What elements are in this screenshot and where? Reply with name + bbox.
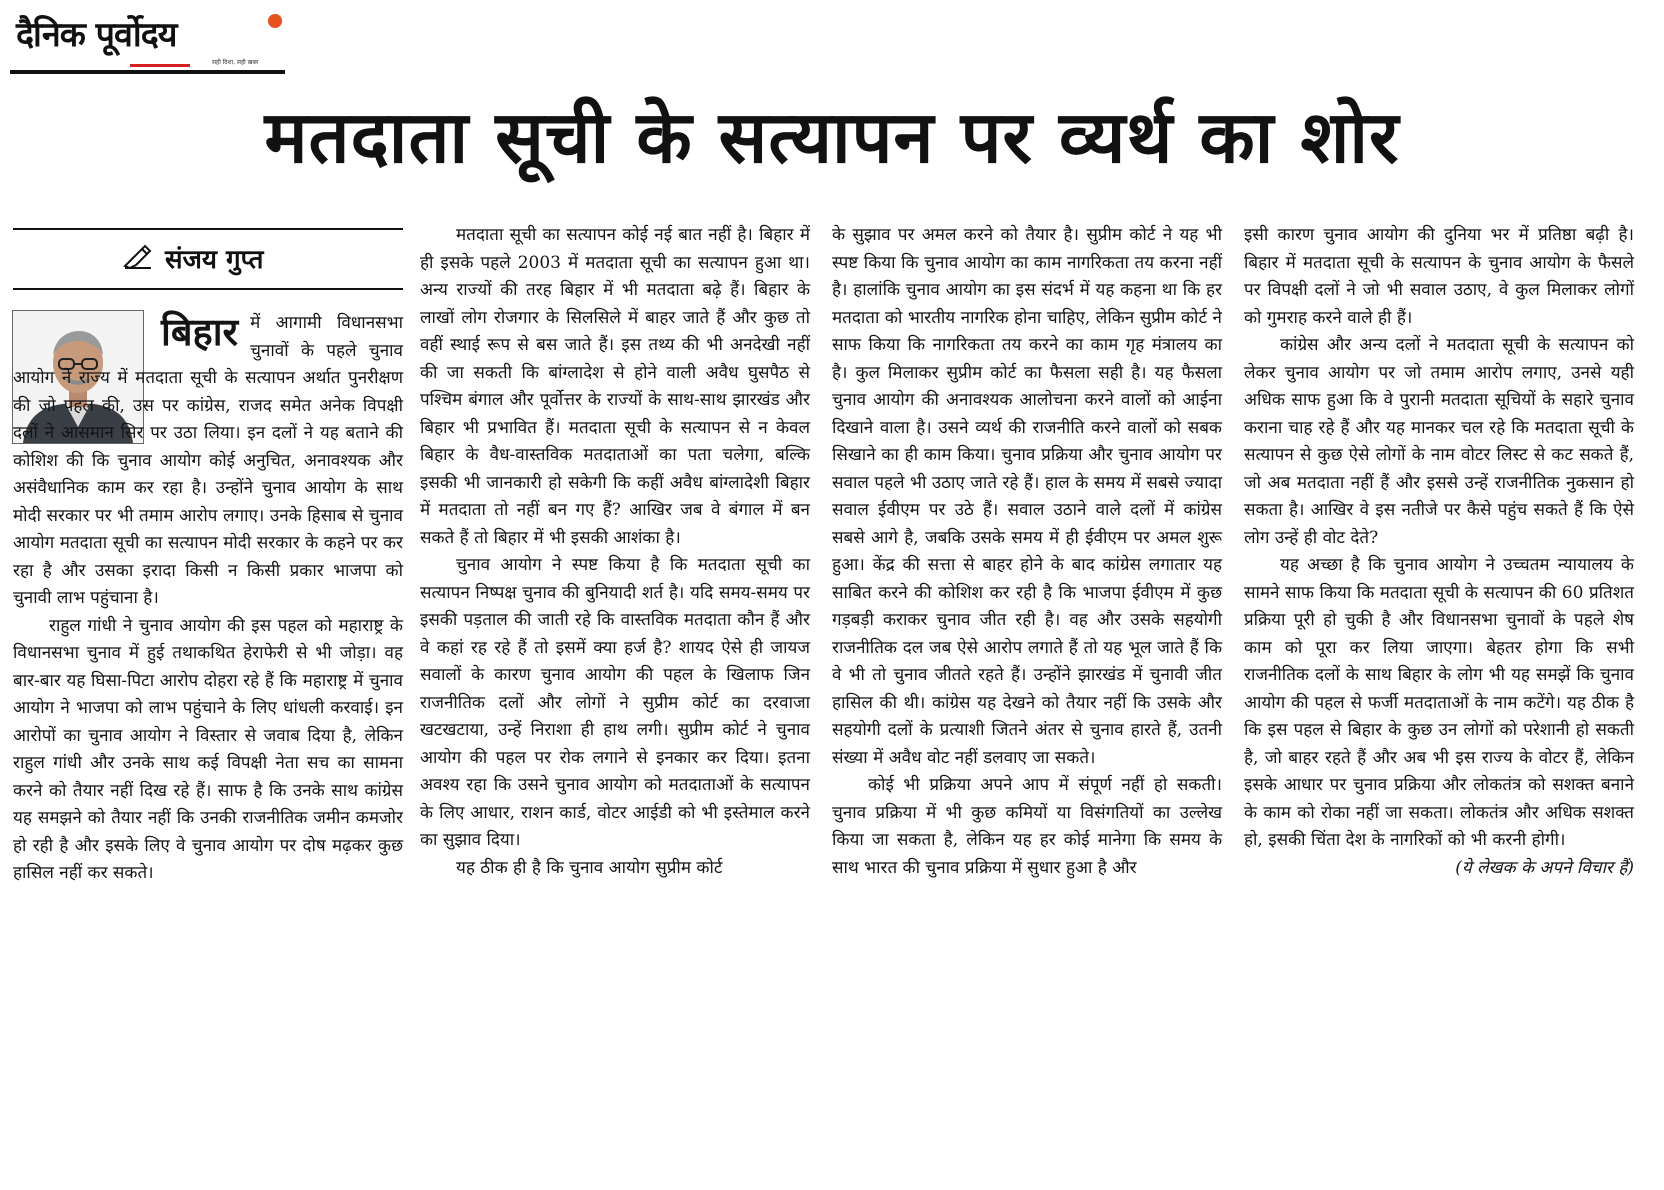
paragraph: राहुल गांधी ने चुनाव आयोग की इस पहल को महाराष्ट्र के विधानसभा चुनाव में हुई तथाकथित हेराफेरी से भी जोड़ा। वह बार-बार यह घिसा-पिटा आरोप दोहरा रहे हैं कि महाराष्ट्र में चुनाव आयोग ने भाजपा को लाभ पहुंचाने के लिए धांधली करवाई। इन आरोपों का चुनाव आयोग ने विस्तार से जवाब दिया है, लेकिन राहुल गांधी और उनके साथ कई विपक्षी नेता सच का सामना करने को तैयार नहीं दिख रहे हैं। साफ है कि उनके साथ कांग्रेस यह समझने को तैयार नहीं कि उनकी राजनीतिक जमीन कमजोर हो रही है और इसके लिए वे चुनाव आयोग पर दोष मढ़कर कुछ हासिल नहीं कर सकते। (13, 615, 403, 883)
paragraph: यह ठीक ही है कि चुनाव आयोग सुप्रीम कोर्ट (456, 857, 723, 878)
paragraph: इसी कारण चुनाव आयोग की दुनिया भर में प्रतिष्ठा बढ़ी है। बिहार में मतदाता सूची के सत्यापन के चुनाव आयोग के फैसले पर विपक्षी दलों ने जो भी सवाल उठाए, वे कुल मिलाकर लोगों को गुमराह करने वाले ही हैं। (1244, 225, 1634, 328)
masthead-rule (10, 70, 285, 74)
paragraph: के सुझाव पर अमल करने को तैयार है। सुप्रीम कोर्ट ने यह भी स्पष्ट किया कि चुनाव आयोग का काम नागरिकता तय करना नहीं है। हालांकि चुनाव आयोग का इस संदर्भ में यह कहना था कि हर मतदाता को भारतीय नागरिक होना चाहिए, लेकिन सुप्रीम कोर्ट ने साफ किया कि नागरिकता तय करने का काम गृह मंत्रालय का है। कुल मिलाकर सुप्रीम कोर्ट का फैसला सही है। यह फैसला चुनाव आयोग की अनावश्यक आलोचना करने वालों को आईना दिखाने वाला है। उसने व्यर्थ की राजनीति करने वालों को सबक सिखाने का ही काम किया। चुनाव प्रक्रिया और चुनाव आयोग पर सवाल पहले भी उठाए जाते रहे हैं। हाल के समय में सबसे ज्यादा सवाल ईवीएम पर उठे हैं। सवाल उठाने वाले दलों में कांग्रेस सबसे आगे है, जबकि उसके समय में ही ईवीएम पर अमल शुरू हुआ। केंद्र की सत्ता से बाहर होने के बाद कांग्रेस लगातार यह साबित करने की कोशिश कर रही है कि भाजपा ईवीएम में कुछ गड़बड़ी कराकर चुनाव जीत रही है। वह और उसके सहयोगी राजनीतिक दल जब ऐसे आरोप लगाते हैं तो यह भूल जाते हैं कि वे भी तो चुनाव जीतते रहते हैं। उन्होंने झारखंड में चुनावी जीत हासिल की थी। कांग्रेस यह देखने को तैयार नहीं कि उसके और सहयोगी दलों के प्रत्याशी जितने अंतर से चुनाव हारते हैं, उतनी संख्या में अवैध वोट नहीं डलवाए जा सकते। (832, 225, 1222, 768)
dropcap-word: बिहार (161, 310, 239, 354)
paragraph: यह अच्छा है कि चुनाव आयोग ने उच्चतम न्यायालय के सामने साफ किया कि मतदाता सूची के सत्यापन की 60 प्रतिशत प्रक्रिया पूरी हो चुकी है और विधानसभा चुनावों के पहले शेष काम को पूरा कर लिया जाएगा। बेहतर होगा कि सभी राजनीतिक दलों के साथ बिहार के लोग भी यह समझें कि चुनाव आयोग की पहल से फर्जी मतदाताओं के नाम कटेंगे। यह ठीक है कि इस पहल से बिहार के कुछ उन लोगों को परेशानी हो सकती है, जो बाहर रहते हैं और अब भी इस राज्य के वोटर हैं, लेकिन इसके आधार पर चुनाव प्रक्रिया और लोकतंत्र को सशक्त बनाने के काम को रोका नहीं जा सकता। लोकतंत्र और अधिक सशक्त हो, इसकी चिंता देश के नागरिकों को भी करनी होगी। (1244, 555, 1634, 850)
masthead-accent-rule (130, 64, 190, 67)
lead-text: में आगामी विधानसभा चुनावों के पहले चुनाव आयोग ने राज्य में मतदाता सूची के सत्यापन अर्थात पुनरीक्षण की (13, 313, 403, 416)
masthead (10, 4, 285, 70)
article-column-3 (832, 222, 1222, 882)
article-column-4 (1244, 222, 1634, 882)
newspaper-name: दैनिक पूर्वोदय (16, 15, 177, 55)
paragraph: मतदाता सूची का सत्यापन कोई नई बात नहीं है। बिहार में ही इसके पहले 2003 में मतदाता सूची का सत्यापन हुआ था। अन्य राज्यों की तरह बिहार में भी मतदाता बढ़े हैं। बिहार के लाखों लोग रोजगार के सिलसिले में बाहर जाते हैं और कुछ तो वहीं स्थाई रूप से बस जाते हैं। इस तथ्य की भी अनदेखी नहीं की जा सकती कि बांग्लादेश से होने वाली अवैध घुसपैठ से पश्चिम बंगाल और पूर्वोत्तर के राज्यों के साथ-साथ झारखंड और बिहार भी प्रभावित हैं। मतदाता सूची के सत्यापन से न केवल बिहार के वैध-वास्तविक मतदाताओं का पता चलेगा, बल्कि इसकी भी जानकारी हो सकेगी कि कहीं अवैध बांग्लादेशी बिहार में मतदाता तो नहीं बन गए हैं? आखिर जब वे बंगाल में बन सकते हैं तो बिहार में भी इसकी आशंका है। (420, 225, 810, 548)
article-column-1 (13, 310, 403, 888)
pen-icon (123, 244, 153, 270)
paragraph (13, 310, 403, 613)
masthead-sun-icon (268, 14, 282, 28)
author-disclaimer: (ये लेखक के अपने विचार हैं) (1455, 857, 1634, 878)
author-name: संजय गुप्त (165, 245, 264, 275)
article-column-2 (420, 222, 810, 882)
byline (13, 228, 403, 290)
masthead-tagline: सही दिशा, सही खबर (212, 59, 259, 66)
paragraph: कांग्रेस और अन्य दलों ने मतदाता सूची के सत्यापन को लेकर चुनाव आयोग पर जो तमाम आरोप लगाए, उनसे यही अधिक साफ हुआ कि वे पुरानी मतदाता सूचियों के सहारे चुनाव कराना चाह रहे हैं और यह मानकर चल रहे कि मतदाता सूची के सत्यापन से कुछ ऐसे लोगों के नाम वोटर लिस्ट से कट सकते हैं, जो अब मतदाता नहीं हैं और इससे उन्हें राजनीतिक नुकसान हो सकता है। आखिर वे इस नतीजे पर कैसे पहुंच सकते हैं कि ऐसे लोग उन्हें ही वोट देते? (1244, 335, 1634, 548)
article-headline: मतदाता सूची के सत्यापन पर व्यर्थ का शोर (264, 95, 1400, 179)
paragraph-continuation: जो पहल की, उस पर कांग्रेस, राजद समेत अनेक विपक्षी दलों ने आसमान सिर पर उठा लिया। इन दलों ने यह बताने की कोशिश की कि चुनाव आयोग कोई अनुचित, अनावश्यक और असंवैधानिक काम कर रहा है। उन्होंने चुनाव आयोग के साथ मोदी सरकार पर भी तमाम आरोप लगाए। उनके हिसाब से चुनाव आयोग मतदाता सूची का सत्यापन मोदी सरकार के कहने पर कर रहा है और उसका इरादा किसी न किसी प्रकार भाजपा को चुनावी लाभ पहुंचाना है। (13, 395, 404, 608)
paragraph: कोई भी प्रक्रिया अपने आप में संपूर्ण नहीं हो सकती। चुनाव प्रक्रिया में भी कुछ कमियों या विसंगतियों का उल्लेख किया जा सकता है, लेकिन यह हर कोई मानेगा कि समय के साथ भारत की चुनाव प्रक्रिया में सुधार हुआ है और (832, 775, 1222, 878)
paragraph: चुनाव आयोग ने स्पष्ट किया है कि मतदाता सूची का सत्यापन निष्पक्ष चुनाव की बुनियादी शर्त है। यदि समय-समय पर इसकी पड़ताल की जाती रहे कि वास्तविक मतदाता कौन हैं और वे कहां रह रहे हैं तो इसमें क्या हर्ज है? शायद ऐसे ही जायज सवालों के कारण चुनाव आयोग की पहल के खिलाफ जिन राजनीतिक दलों और लोगों ने सुप्रीम कोर्ट का दरवाजा खटखटाया, उन्हें निराशा ही हाथ लगी। सुप्रीम कोर्ट ने चुनाव आयोग की पहल पर रोक लगाने से इनकार कर दिया। इतना अवश्य रहा कि उसने चुनाव आयोग को मतदाताओं के सत्यापन के लिए आधार, राशन कार्ड, वोटर आईडी को भी इस्तेमाल करने का सुझाव दिया। (420, 555, 810, 850)
